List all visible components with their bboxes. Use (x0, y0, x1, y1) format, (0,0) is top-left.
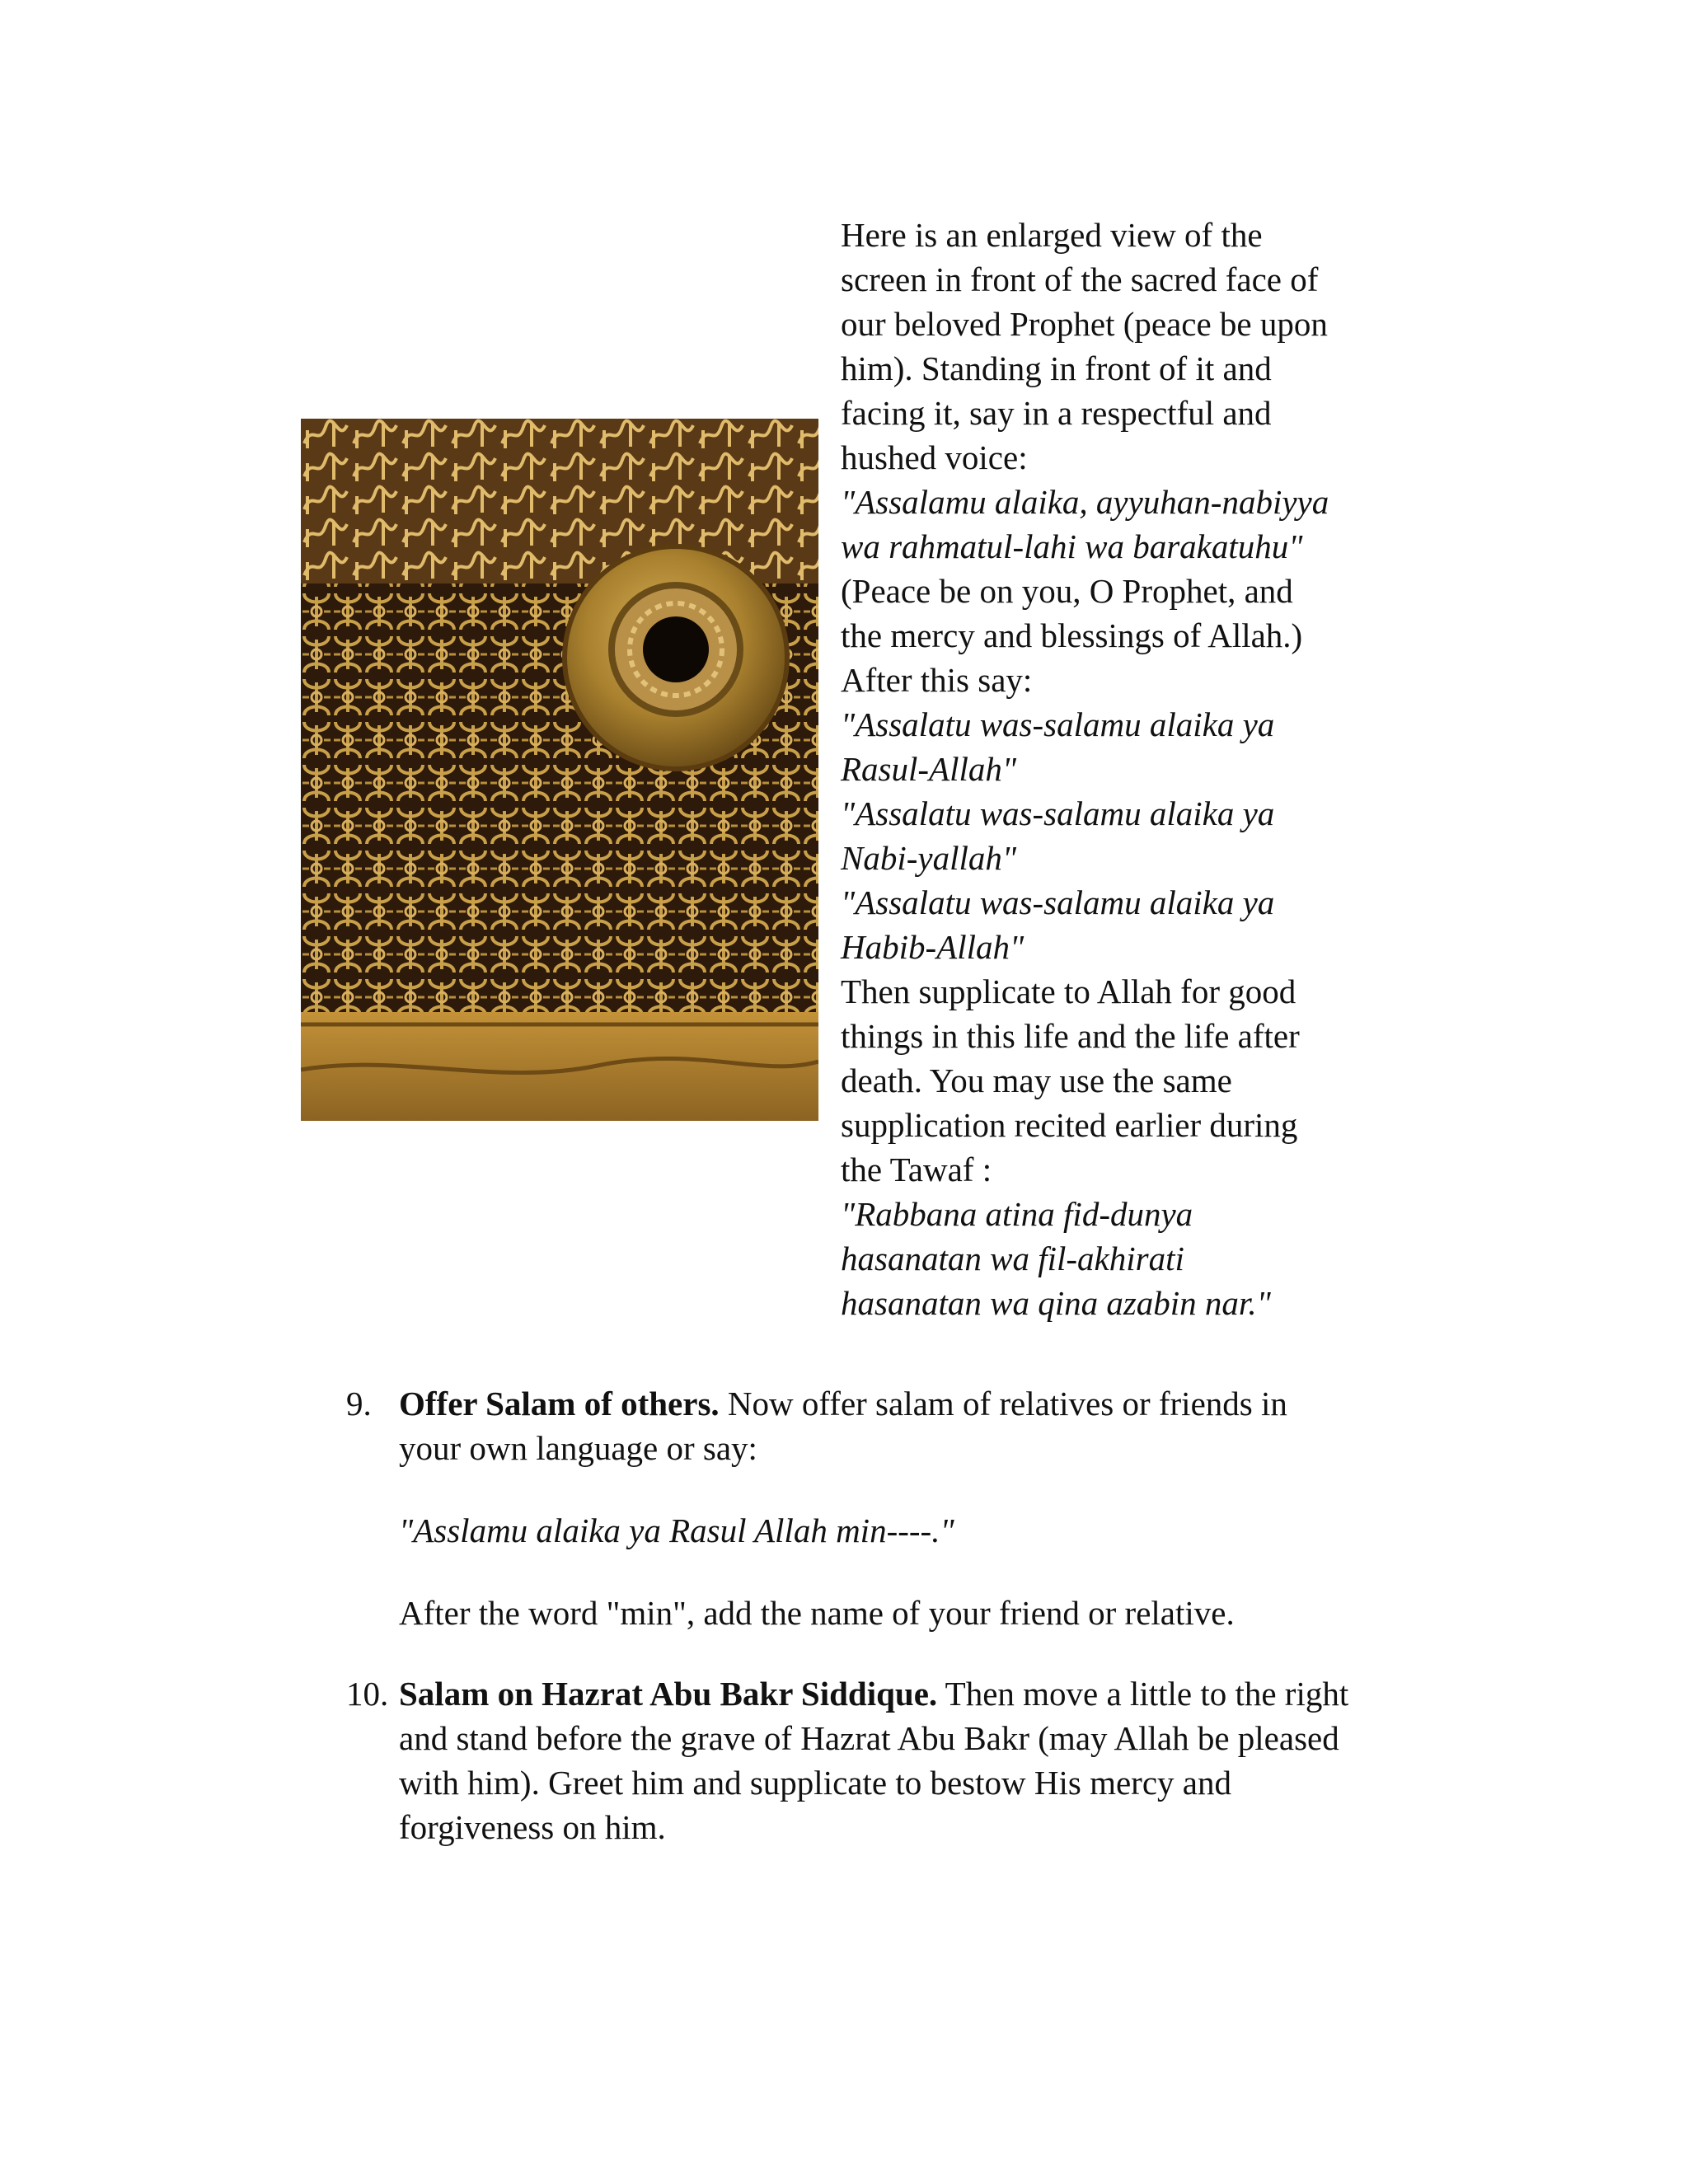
quote-line: "Assalamu alaika, ayyuhan-nabiyya (841, 483, 1329, 521)
item-text: Then move a little to the right (937, 1675, 1349, 1713)
item-text: and stand before the grave of Hazrat Abu Bakr (may Allah be pleased (399, 1719, 1339, 1757)
text-line: our beloved Prophet (peace be upon (841, 305, 1328, 343)
item-number: 9. (346, 1385, 372, 1422)
list-item-10 (346, 1671, 1517, 1849)
text-line: Here is an enlarged view of the (841, 216, 1263, 254)
item-text: forgiveness on him. (399, 1808, 666, 1846)
quote-line: "Assalatu was-salamu alaika ya (841, 705, 1275, 743)
quote-line: "Assalatu was-salamu alaika ya (841, 794, 1275, 832)
list-item-9 (346, 1381, 1517, 1635)
salam-quote: "Asslamu alaika ya Rasul Allah min----." (399, 1511, 954, 1549)
item-heading: Offer Salam of others. (399, 1385, 720, 1422)
text-line: hushed voice: (841, 438, 1028, 476)
text-line: supplication recited earlier during (841, 1106, 1298, 1144)
quote-line: "Assalatu was-salamu alaika ya (841, 883, 1275, 921)
item-text: your own language or say: (399, 1429, 757, 1467)
item-text: with him). Greet him and supplicate to bestow His mercy and (399, 1764, 1231, 1802)
text-line: death. You may use the same (841, 1062, 1232, 1099)
quote-line: wa rahmatul-lahi wa barakatuhu" (841, 527, 1303, 565)
text-line: him). Standing in front of it and (841, 349, 1272, 387)
grille-photo (301, 419, 818, 1121)
text-line: screen in front of the sacred face of (841, 260, 1319, 298)
text-line: Then supplicate to Allah for good (841, 972, 1296, 1010)
quote-line: Habib-Allah" (841, 928, 1025, 966)
item-text: Now offer salam of relatives or friends in (719, 1385, 1287, 1422)
side-paragraph (841, 213, 1500, 1325)
item-number: 10. (346, 1675, 389, 1713)
grille-photo-graphic (301, 419, 818, 1121)
text-line: things in this life and the life after (841, 1017, 1300, 1055)
text-line: the mercy and blessings of Allah.) (841, 616, 1303, 654)
text-line: After this say: (841, 661, 1033, 699)
quote-line: Rasul-Allah" (841, 750, 1017, 788)
text-line: the Tawaf : (841, 1151, 992, 1188)
quote-line: Nabi-yallah" (841, 839, 1017, 877)
text-line: facing it, say in a respectful and (841, 394, 1272, 432)
quote-line: "Rabbana atina fid-dunya (841, 1195, 1193, 1233)
instruction-list (346, 1381, 1517, 1849)
quote-line: hasanatan wa qina azabin nar." (841, 1284, 1271, 1322)
quote-line: hasanatan wa fil-akhirati (841, 1240, 1184, 1277)
item-heading: Salam on Hazrat Abu Bakr Siddique. (399, 1675, 938, 1713)
item-text: After the word "min", add the name of your friend or relative. (399, 1594, 1235, 1632)
text-line: (Peace be on you, O Prophet, and (841, 572, 1293, 610)
